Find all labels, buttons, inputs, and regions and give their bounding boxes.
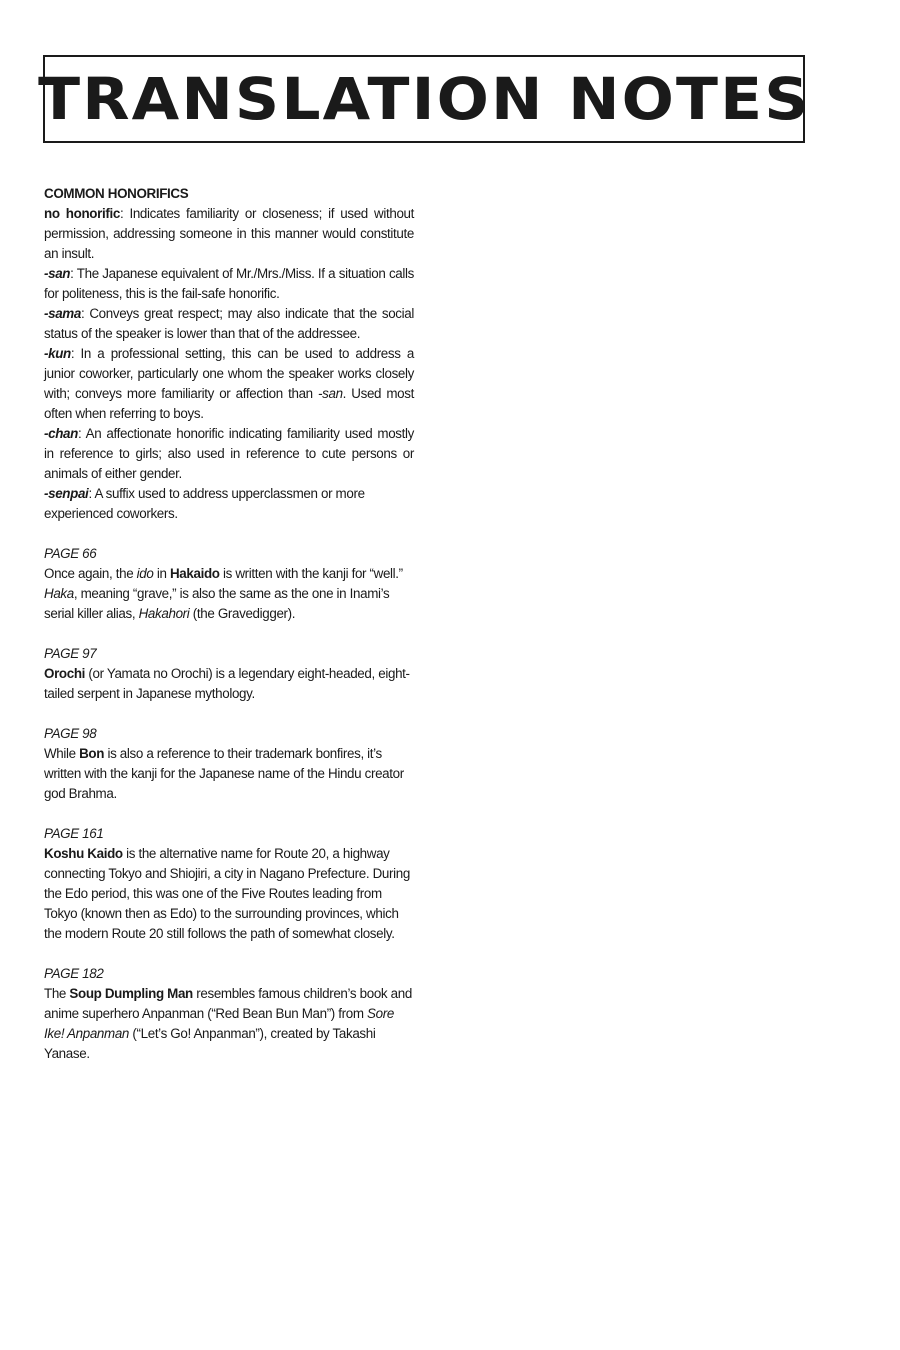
note-term: Bon bbox=[79, 746, 105, 761]
page-note-label: PAGE 161 bbox=[44, 826, 104, 841]
honorific-entry-kun: -kun: In a professional setting, this can be used to address a junior coworker, particularly one whom the speaker works closely with; conveys more familiarity or affection than -san. Used most often when referring to boys. bbox=[44, 346, 414, 421]
note-text-run: The bbox=[44, 986, 70, 1001]
page-title: TRANSLATION NOTES bbox=[37, 65, 811, 133]
page-note-label: PAGE 66 bbox=[44, 546, 97, 561]
honorific-term: -chan bbox=[44, 426, 78, 441]
honorific-definition: A suffix used to address upperclassmen or more experienced coworkers. bbox=[44, 486, 365, 521]
honorific-term: no honorific bbox=[44, 206, 120, 221]
honorific-entry-senpai: -senpai: A suffix used to address upperclassmen or more experienced coworkers. bbox=[44, 486, 365, 521]
honorific-definition: An affectionate honorific indicating familiarity used mostly in reference to girls; also used in reference to cute persons or animals of either gender. bbox=[44, 426, 414, 481]
note-emphasis: ido bbox=[136, 566, 154, 581]
note-emphasis: Sore Ike! Anpanman bbox=[44, 1006, 394, 1041]
page-notes-list bbox=[44, 544, 414, 1064]
note-term: Hakaido bbox=[169, 566, 220, 581]
page-note-label: PAGE 182 bbox=[44, 966, 104, 981]
page-note bbox=[44, 544, 414, 624]
note-text-run: in bbox=[153, 566, 170, 581]
page-note bbox=[44, 724, 414, 804]
honorific-entry-sama: -sama: Conveys great respect; may also indicate that the social status of the speaker is lower than that of the addressee. bbox=[44, 306, 414, 341]
honorific-term: -senpai bbox=[44, 486, 89, 501]
note-emphasis: Haka bbox=[44, 586, 74, 601]
note-text-run: , meaning “grave,” is also the same as the one in Inami’s serial killer alias, bbox=[44, 586, 390, 621]
notes-content bbox=[44, 184, 414, 1064]
honorific-definition: The Japanese equivalent of Mr./Mrs./Miss. If a situation calls for politeness, this is the fail-safe honorific. bbox=[44, 266, 414, 301]
note-text-run: (“Let’s Go! Anpanman”), created by Takashi Yanase. bbox=[44, 1026, 376, 1061]
note-text-run: is written with the kanji for “well.” bbox=[219, 566, 403, 581]
page-note-text bbox=[44, 984, 414, 1064]
page-note-text bbox=[44, 664, 414, 704]
note-term: Koshu Kaido bbox=[44, 846, 123, 861]
note-text-run: is the alternative name for Route 20, a highway connecting Tokyo and Shiojiri, a city in Nagano Prefecture. During the Edo period, this was one of the Five Routes leading from Tokyo (known then as Edo) to the surrounding provinces, which the modern Route 20 still follows the path of somewhat closely. bbox=[44, 846, 410, 941]
page-note-text bbox=[44, 844, 414, 944]
honorific-definition: Indicates familiarity or closeness; if used without permission, addressing someone in this manner would constitute an insult. bbox=[44, 206, 415, 261]
page-note-label: PAGE 97 bbox=[44, 646, 97, 661]
note-term: Soup Dumpling Man bbox=[69, 986, 193, 1001]
title-box bbox=[37, 55, 811, 143]
page-note bbox=[44, 824, 414, 944]
honorific-term: -kun bbox=[44, 346, 71, 361]
note-term: Orochi bbox=[44, 666, 86, 681]
page-note-text bbox=[44, 744, 414, 804]
honorific-term: -san bbox=[44, 266, 71, 281]
note-text-run: (or Yamata no Orochi) is a legendary eight-headed, eight-tailed serpent in Japanese mythology. bbox=[44, 666, 410, 701]
honorifics-heading: COMMON HONORIFICS bbox=[44, 186, 189, 201]
honorific-definition: Conveys great respect; may also indicate that the social status of the speaker is lower than that of the addressee. bbox=[44, 306, 414, 341]
page-note-label: PAGE 98 bbox=[44, 726, 97, 741]
note-text-run: is also a reference to their trademark bonfires, it’s written with the kanji for the Japanese name of the Hindu creator god Brahma. bbox=[44, 746, 404, 801]
honorific-entry-chan: -chan: An affectionate honorific indicating familiarity used mostly in reference to girls; also used in reference to cute persons or animals of either gender. bbox=[44, 426, 414, 481]
note-text-run: While bbox=[44, 746, 80, 761]
page-note bbox=[44, 644, 414, 704]
note-text-run: Once again, the bbox=[44, 566, 137, 581]
note-emphasis: Hakahori bbox=[138, 606, 190, 621]
page-note bbox=[44, 964, 414, 1064]
note-text-run: (the Gravedigger). bbox=[189, 606, 296, 621]
honorific-term: -sama bbox=[44, 306, 81, 321]
honorific-entry-none: no honorific: Indicates familiarity or closeness; if used without permission, addressing someone in this manner would constitute an insult. bbox=[44, 206, 415, 261]
honorific-entry-san: -san: The Japanese equivalent of Mr./Mrs./Miss. If a situation calls for politeness, this is the fail-safe honorific. bbox=[44, 266, 414, 301]
page-note-text bbox=[44, 564, 414, 624]
note-text-run: resembles famous children’s book and anime superhero Anpanman (“Red Bean Bun Man”) from bbox=[44, 986, 412, 1021]
